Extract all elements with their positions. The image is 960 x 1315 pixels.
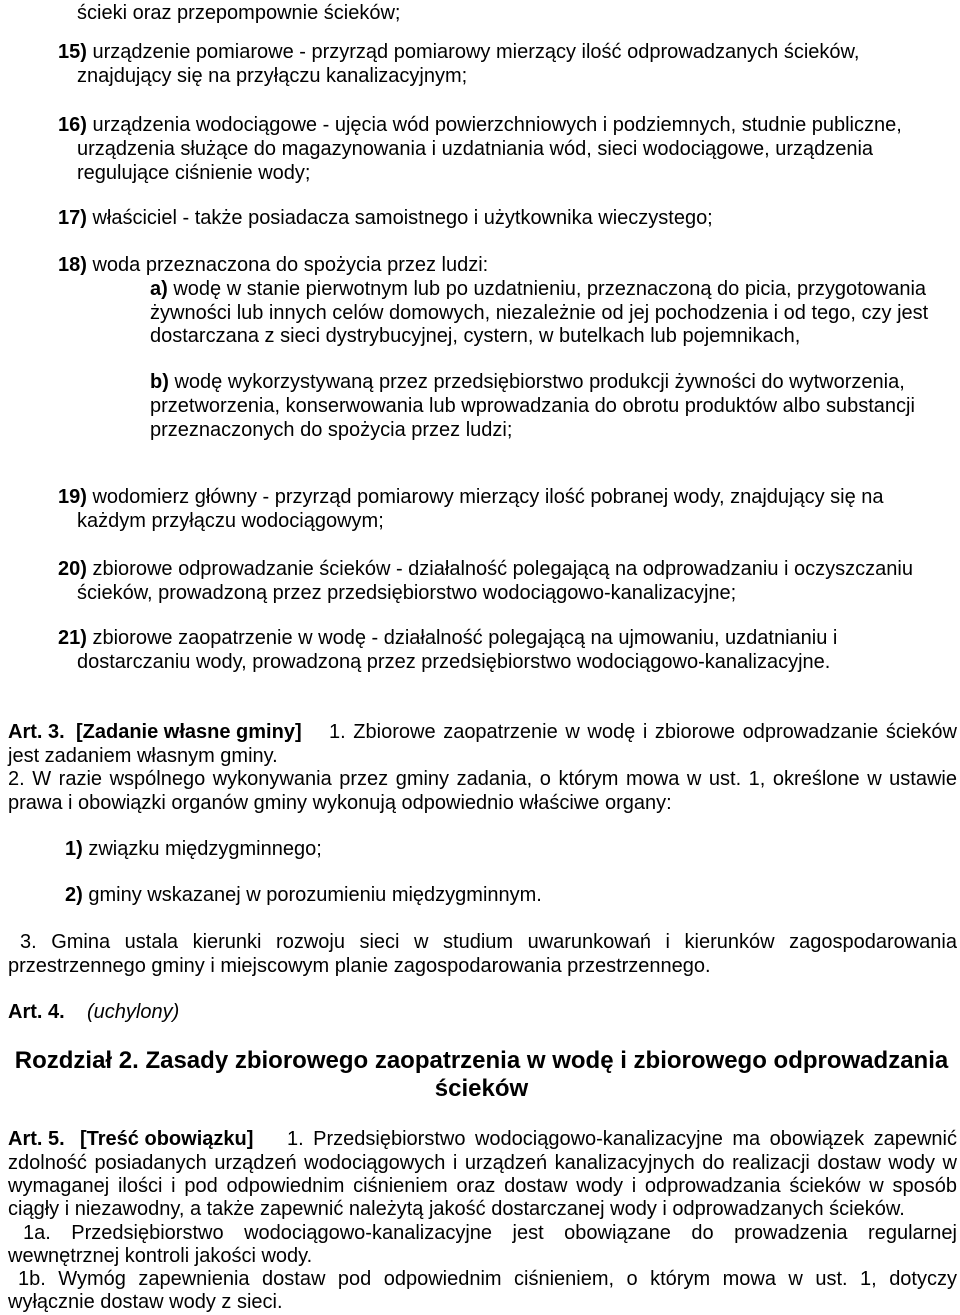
art5-ust1-line-2 — [8, 1151, 957, 1175]
point-number: 2) — [65, 884, 83, 906]
article-label: Art. 4. — [8, 1001, 65, 1023]
definition-text: wodomierz główny - przyrząd pomiarowy mierzący ilość pobranej wody, znajdujący się na — [92, 486, 884, 508]
art3-ust2-line-1 — [8, 767, 957, 791]
line-text — [150, 277, 926, 301]
art5-heading — [80, 1127, 253, 1151]
art3-ust2-line-2 — [8, 791, 672, 815]
subitem-text: przeznaczonych do spożycia przez ludzi; — [150, 419, 513, 441]
point-text: związku międzygminnego; — [88, 838, 322, 860]
art3-point-1 — [65, 837, 322, 861]
paragraph-text: wyłącznie dostaw wody z sieci. — [8, 1291, 283, 1313]
subitem-text: żywności lub innych celów domowych, niezależnie od jej pochodzenia i od tego, czy jest — [150, 302, 929, 324]
definition-15-line-1 — [58, 40, 859, 64]
subitem-b-line-1 — [150, 370, 905, 394]
point-number: 1) — [65, 838, 83, 860]
line-text — [150, 370, 905, 394]
art5-ust1-line-4 — [8, 1197, 905, 1221]
chapter-title: Rozdział 2. Zasady zbiorowego zaopatrzenia w wodę i zbiorowego odprowadzania — [14, 1047, 949, 1074]
definition-19-line-1 — [58, 485, 884, 509]
definition-20-line-2 — [77, 581, 736, 605]
definition-text: ścieków, prowadzoną przez przedsiębiorstwo wodociągowo-kanalizacyjne; — [77, 582, 737, 604]
chapter-title-line-1 — [8, 1047, 955, 1075]
definition-15-line-2 — [77, 64, 467, 88]
line-text — [58, 113, 902, 137]
definition-number: 18) — [58, 254, 87, 276]
paragraph-text: jest zadaniem własnym gminy. — [8, 745, 278, 767]
definition-text: urządzenia służące do magazynowania i uzdatniania wód, sieci wodociągowe, urządzenia — [77, 138, 874, 160]
line-text — [65, 883, 542, 907]
definition-text: urządzenie pomiarowe - przyrząd pomiarowy mierzący ilość odprowadzanych ścieków, — [92, 41, 860, 63]
definition-16-line-3 — [77, 161, 310, 185]
art5-ust1a-line-1 — [23, 1221, 957, 1245]
subitem-b-line-2 — [150, 394, 915, 418]
definition-19-line-2 — [77, 509, 384, 533]
definition-text: zbiorowe odprowadzanie ścieków - działalność polegającą na odprowadzaniu i oczyszczaniu — [92, 558, 913, 580]
definition-text: znajdujący się na przyłączu kanalizacyjnym; — [77, 65, 468, 87]
paragraph-text: 2. W razie wspólnego wykonywania przez gminy zadania, o którym mowa w ust. 1, określone w ustawie — [8, 768, 957, 790]
art5-label — [8, 1127, 65, 1151]
definition-text: regulujące ciśnienie wody; — [77, 162, 311, 184]
paragraph-text: zdolność posiadanych urządzeń wodociągowych i urządzeń kanalizacyjnych do realizacji dostaw wody w — [8, 1152, 957, 1174]
paragraph-text: wymaganej ilości i pod odpowiednim ciśnieniem oraz dostaw wody i odprowadzania ścieków w sposób — [8, 1175, 957, 1197]
line-text — [58, 485, 884, 509]
definition-21-line-1 — [58, 626, 837, 650]
art5-ust1b-line-1 — [18, 1267, 957, 1291]
art4-text — [87, 1000, 179, 1024]
definition-text: właściciel - także posiadacza samoistnego i użytkownika wieczystego; — [92, 207, 713, 229]
paragraph-text: wewnętrznej kontroli jakości wody. — [8, 1245, 313, 1267]
subitem-text: wodę wykorzystywaną przez przedsiębiorstwo produkcji żywności do wytworzenia, — [174, 371, 905, 393]
definition-number: 17) — [58, 207, 87, 229]
definition-text: zbiorowe zaopatrzenie w wodę - działalność polegającą na ujmowaniu, uzdatnianiu i — [92, 627, 838, 649]
definition-number: 16) — [58, 114, 87, 136]
point-text: gminy wskazanej w porozumieniu międzygminnym. — [88, 884, 542, 906]
definition-21-line-2 — [77, 650, 830, 674]
definition-text: każdym przyłączu wodociągowym; — [77, 510, 384, 532]
subitem-a-line-3 — [150, 324, 800, 348]
chapter-title-line-2 — [8, 1075, 955, 1103]
line-text — [58, 206, 713, 230]
article-status: (uchylony) — [87, 1001, 180, 1023]
subitem-a-line-1 — [150, 277, 926, 301]
paragraph-text: 1a. Przedsiębiorstwo wodociągowo-kanalizacyjne jest obowiązane do prowadzenia regularnej — [23, 1222, 957, 1244]
paragraph-text: 1b. Wymóg zapewnienia dostaw pod odpowiednim ciśnieniem, o którym mowa w ust. 1, dotyczy — [18, 1268, 957, 1290]
art4-label — [8, 1000, 65, 1024]
paragraph-text: ciągły i niezawodny, a także zapewnić należytą jakość dostarczanej wody i odprowadzanych ścieków. — [8, 1198, 905, 1220]
definition-text: urządzenia wodociągowe - ujęcia wód powierzchniowych i podziemnych, studnie publiczne, — [92, 114, 902, 136]
paragraph-text: 1. Przedsiębiorstwo wodociągowo-kanalizacyjne ma obowiązek zapewnić — [287, 1128, 957, 1150]
subitem-a-line-2 — [150, 301, 928, 325]
art3-heading — [76, 720, 302, 744]
art3-ust1-line-1 — [329, 720, 957, 744]
definition-20-line-1 — [58, 557, 913, 581]
definition-17-line-1 — [58, 206, 713, 230]
art5-ust1a-line-2 — [8, 1244, 312, 1268]
definition-16-line-1 — [58, 113, 902, 137]
paragraph-text: 3. Gmina ustala kierunki rozwoju sieci w studium uwarunkowań i kierunków zagospodarowania — [20, 931, 957, 953]
art3-ust3-line-2 — [8, 954, 711, 978]
article-label: Art. 3. — [8, 721, 65, 743]
art3-ust3-line-1 — [20, 930, 957, 954]
definition-number: 21) — [58, 627, 87, 649]
art3-ust1-line-2 — [8, 744, 278, 768]
subitem-letter: b) — [150, 371, 169, 393]
paragraph-text: prawa i obowiązki organów gminy wykonują odpowiednio właściwe organy: — [8, 792, 672, 814]
art3-point-2 — [65, 883, 542, 907]
line-text — [58, 557, 913, 581]
line-text — [58, 40, 859, 64]
art5-ust1-line-3 — [8, 1174, 957, 1198]
article-heading: [Treść obowiązku] — [80, 1128, 254, 1150]
subitem-text: dostarczana z sieci dystrybucyjnej, cystern, w butelkach lub pojemnikach, — [150, 325, 801, 347]
article-label: Art. 5. — [8, 1128, 65, 1150]
line-text: ścieki oraz przepompownie ścieków; — [77, 2, 401, 24]
chapter-title: ścieków — [434, 1075, 529, 1102]
line-text — [58, 253, 488, 277]
line-text — [58, 626, 837, 650]
subitem-b-line-3 — [150, 418, 512, 442]
art3-label — [8, 720, 65, 744]
definition-16-line-2 — [77, 137, 873, 161]
definition-text: woda przeznaczona do spożycia przez ludzi: — [92, 254, 489, 276]
paragraph-text: przestrzennego gminy i miejscowym planie zagospodarowania przestrzennego. — [8, 955, 711, 977]
paragraph-text: 1. Zbiorowe zaopatrzenie w wodę i zbiorowe odprowadzanie ścieków — [329, 721, 957, 743]
definition-text: dostarczaniu wody, prowadzoną przez przedsiębiorstwo wodociągowo-kanalizacyjne. — [77, 651, 831, 673]
definition-number: 20) — [58, 558, 87, 580]
definition-18-line-1 — [58, 253, 488, 277]
article-heading: [Zadanie własne gminy] — [76, 721, 302, 743]
subitem-text: przetworzenia, konserwowania lub wprowadzania do obrotu produktów albo substancji — [150, 395, 915, 417]
continuation-line — [77, 1, 400, 25]
definition-number: 15) — [58, 41, 87, 63]
line-text — [65, 837, 322, 861]
subitem-text: wodę w stanie pierwotnym lub po uzdatnieniu, przeznaczoną do picia, przygotowania — [173, 278, 927, 300]
art5-ust1-line-1 — [287, 1127, 957, 1151]
subitem-letter: a) — [150, 278, 168, 300]
definition-number: 19) — [58, 486, 87, 508]
art5-ust1b-line-2 — [8, 1290, 283, 1314]
